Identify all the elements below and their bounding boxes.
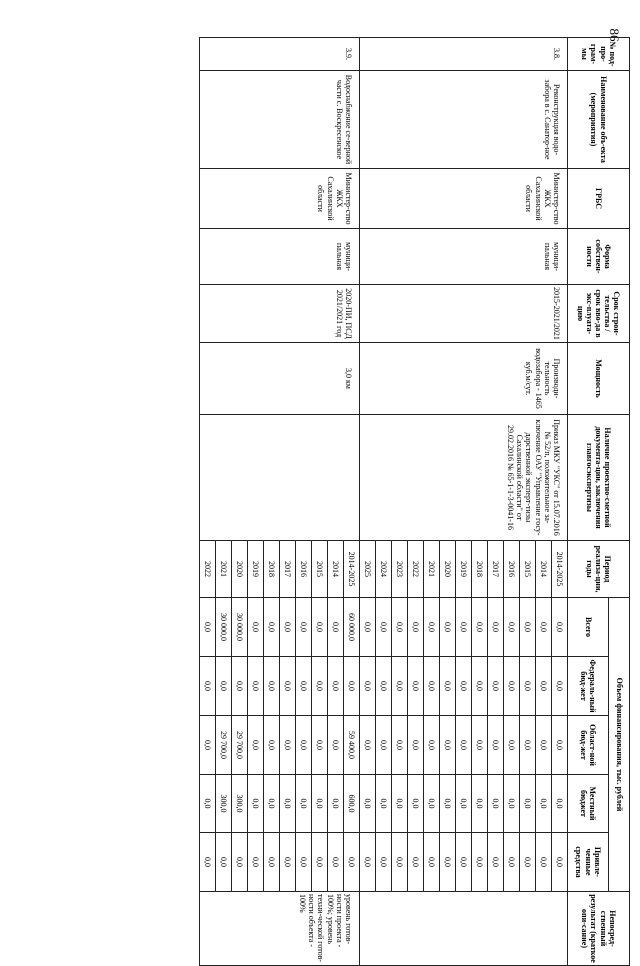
header-name: Наименование объ-екта (мероприятия)	[568, 71, 630, 169]
federal-cell: 0,0	[536, 657, 552, 716]
total-cell: 0,0	[408, 598, 424, 657]
regional-cell: 0,0	[408, 716, 424, 775]
header-ownership: Форма собствен-ности	[568, 229, 630, 285]
federal-cell: 0,0	[360, 657, 376, 716]
grbs-cell: Министер-ство ЖКХ Сахалинской области	[200, 169, 360, 229]
federal-cell: 0,0	[408, 657, 424, 716]
total-cell: 0,0	[440, 598, 456, 657]
table-row	[552, 38, 568, 966]
regional-cell: 0,0	[312, 716, 328, 775]
year-cell: 2021	[216, 541, 232, 598]
total-cell: 0,0	[504, 598, 520, 657]
page-number: 86	[607, 28, 622, 42]
total-cell: 0,0	[296, 598, 312, 657]
local-cell: 0,0	[472, 775, 488, 833]
regional-cell: 0,0	[536, 716, 552, 775]
local-cell: 0,0	[328, 775, 344, 833]
year-cell: 2020	[232, 541, 248, 598]
private-cell: 0,0	[552, 833, 568, 892]
year-cell: 2014	[536, 541, 552, 598]
year-cell: 2024	[376, 541, 392, 598]
local-cell: 0,0	[552, 775, 568, 833]
period-cell: 2015-2021/2021	[360, 285, 568, 343]
result-cell	[360, 892, 568, 966]
period-cell: 2020-ПИ, ПСД 2021/2021 год	[200, 285, 360, 343]
private-cell: 0,0	[440, 833, 456, 892]
federal-cell: 0,0	[376, 657, 392, 716]
local-cell: 600,0	[344, 775, 360, 833]
year-cell: 2025	[360, 541, 376, 598]
private-cell: 0,0	[392, 833, 408, 892]
private-cell: 0,0	[344, 833, 360, 892]
total-cell: 0,0	[456, 598, 472, 657]
documents-cell	[200, 415, 360, 541]
ownership-cell: муници-пальная	[200, 229, 360, 285]
federal-cell: 0,0	[248, 657, 264, 716]
capacity-cell: 3,0 км	[200, 343, 360, 415]
federal-cell: 0,0	[264, 657, 280, 716]
year-cell: 2014	[328, 541, 344, 598]
federal-cell: 0,0	[472, 657, 488, 716]
header-financing: Объем финансирования, тыс. рублей	[609, 598, 630, 892]
private-cell: 0,0	[520, 833, 536, 892]
private-cell: 0,0	[328, 833, 344, 892]
total-cell: 0,0	[360, 598, 376, 657]
regional-cell: 29 700,0	[232, 716, 248, 775]
regional-cell: 0,0	[424, 716, 440, 775]
federal-cell: 0,0	[488, 657, 504, 716]
header-capacity: Мощность	[568, 343, 630, 415]
year-cell: 2022	[408, 541, 424, 598]
private-cell: 0,0	[280, 833, 296, 892]
year-cell: 2017	[280, 541, 296, 598]
federal-cell: 0,0	[552, 657, 568, 716]
local-cell: 0,0	[536, 775, 552, 833]
year-cell: 2019	[456, 541, 472, 598]
federal-cell: 0,0	[392, 657, 408, 716]
federal-cell: 0,0	[424, 657, 440, 716]
private-cell: 0,0	[472, 833, 488, 892]
project-num-cell: 3.9.	[200, 38, 360, 71]
total-cell: 0,0	[472, 598, 488, 657]
year-cell: 2019	[248, 541, 264, 598]
local-cell: 0,0	[312, 775, 328, 833]
total-cell: 0,0	[312, 598, 328, 657]
header-private: Привле-ченные средства	[568, 833, 609, 892]
federal-cell: 0,0	[312, 657, 328, 716]
total-cell: 0,0	[488, 598, 504, 657]
federal-cell: 0,0	[280, 657, 296, 716]
private-cell: 0,0	[456, 833, 472, 892]
header-result: Непосред-ственный результат (краткое опи-сание)	[568, 892, 630, 966]
federal-cell: 0,0	[456, 657, 472, 716]
local-cell: 0,0	[488, 775, 504, 833]
regional-cell: 0,0	[456, 716, 472, 775]
private-cell: 0,0	[408, 833, 424, 892]
private-cell: 0,0	[360, 833, 376, 892]
total-cell: 0,0	[376, 598, 392, 657]
private-cell: 0,0	[312, 833, 328, 892]
local-cell: 0,0	[200, 775, 216, 833]
regional-cell: 0,0	[376, 716, 392, 775]
regional-cell: 0,0	[552, 716, 568, 775]
total-cell: 0,0	[520, 598, 536, 657]
federal-cell: 0,0	[216, 657, 232, 716]
documents-cell: Приказ МКУ "УКС" от 15.07.2016 № 52/п, положительное за-ключение ОАУ "Управление госу-дарственной эксперт-тизы Сахалинской области" от 29.02.2016 № 65-1-1-3-0041-16	[360, 415, 568, 541]
header-regional: Област-ной бюд-жет	[568, 716, 609, 775]
private-cell: 0,0	[200, 833, 216, 892]
regional-cell: 0,0	[328, 716, 344, 775]
total-cell: 0,0	[424, 598, 440, 657]
local-cell: 300,0	[232, 775, 248, 833]
regional-cell: 0,0	[440, 716, 456, 775]
private-cell: 0,0	[216, 833, 232, 892]
result-cell: уровень готов-ности проекта - 100%; уровень техни-ческой готов-ности объекта - 100%	[200, 892, 360, 966]
total-cell: 0,0	[392, 598, 408, 657]
federal-cell: 0,0	[296, 657, 312, 716]
table-body	[200, 38, 568, 966]
year-cell: 2023	[392, 541, 408, 598]
year-cell: 2021	[424, 541, 440, 598]
local-cell: 0,0	[408, 775, 424, 833]
header-period: Срок строи-тельства / срок вво-да в экс-плуата-цию	[568, 285, 630, 343]
regional-cell: 29 700,0	[216, 716, 232, 775]
federal-cell: 0,0	[200, 657, 216, 716]
private-cell: 0,0	[296, 833, 312, 892]
year-cell: 2016	[504, 541, 520, 598]
regional-cell: 0,0	[200, 716, 216, 775]
year-cell: 2018	[264, 541, 280, 598]
financing-table	[199, 37, 630, 966]
private-cell: 0,0	[488, 833, 504, 892]
local-cell: 0,0	[360, 775, 376, 833]
local-cell: 0,0	[440, 775, 456, 833]
regional-cell: 0,0	[472, 716, 488, 775]
year-cell: 2020	[440, 541, 456, 598]
total-cell: 0,0	[280, 598, 296, 657]
federal-cell: 0,0	[328, 657, 344, 716]
header-years: Период реализа-ции, годы	[568, 541, 630, 598]
total-cell: 0,0	[536, 598, 552, 657]
local-cell: 300,0	[216, 775, 232, 833]
regional-cell: 0,0	[520, 716, 536, 775]
total-cell: 0,0	[552, 598, 568, 657]
private-cell: 0,0	[536, 833, 552, 892]
regional-cell: 0,0	[360, 716, 376, 775]
local-cell: 0,0	[296, 775, 312, 833]
local-cell: 0,0	[504, 775, 520, 833]
local-cell: 0,0	[456, 775, 472, 833]
local-cell: 0,0	[280, 775, 296, 833]
total-cell: 0,0	[328, 598, 344, 657]
table-row	[344, 38, 360, 966]
private-cell: 0,0	[504, 833, 520, 892]
total-cell: 60 000,0	[344, 598, 360, 657]
federal-cell: 0,0	[232, 657, 248, 716]
private-cell: 0,0	[264, 833, 280, 892]
year-cell: 2014-2025	[344, 541, 360, 598]
year-cell: 2018	[472, 541, 488, 598]
federal-cell: 0,0	[520, 657, 536, 716]
total-cell: 0,0	[200, 598, 216, 657]
total-cell: 0,0	[264, 598, 280, 657]
private-cell: 0,0	[248, 833, 264, 892]
capacity-cell: Производи-тельность водозабора - 1465 куб.м/сут.	[360, 343, 568, 415]
year-cell: 2014-2025	[552, 541, 568, 598]
federal-cell: 0,0	[344, 657, 360, 716]
local-cell: 0,0	[424, 775, 440, 833]
year-cell: 2015	[312, 541, 328, 598]
year-cell: 2017	[488, 541, 504, 598]
regional-cell: 0,0	[504, 716, 520, 775]
regional-cell: 0,0	[488, 716, 504, 775]
year-cell: 2016	[296, 541, 312, 598]
federal-cell: 0,0	[504, 657, 520, 716]
header-grbs: ГРБС	[568, 169, 630, 229]
regional-cell: 0,0	[248, 716, 264, 775]
header-local: Местный бюджет	[568, 775, 609, 833]
regional-cell: 59 400,0	[344, 716, 360, 775]
project-name-cell: Реконструкция водо-забора в с. Санатор-ное	[360, 71, 568, 169]
local-cell: 0,0	[520, 775, 536, 833]
local-cell: 0,0	[376, 775, 392, 833]
total-cell: 30 000,0	[232, 598, 248, 657]
grbs-cell: Министер-ство ЖКХ Сахалинской области	[360, 169, 568, 229]
year-cell: 2022	[200, 541, 216, 598]
header-documents: Наличие проектно-сметной документа-ции, заключения главгосэкспертизы	[568, 415, 630, 541]
regional-cell: 0,0	[280, 716, 296, 775]
local-cell: 0,0	[264, 775, 280, 833]
regional-cell: 0,0	[296, 716, 312, 775]
project-name-cell: Водоснабжение се-верной части с. Воскресенское	[200, 71, 360, 169]
total-cell: 30 000,0	[216, 598, 232, 657]
total-cell: 0,0	[248, 598, 264, 657]
header-num: № под-про-грам-мы	[568, 38, 630, 71]
local-cell: 0,0	[392, 775, 408, 833]
federal-cell: 0,0	[440, 657, 456, 716]
project-num-cell: 3.8.	[360, 38, 568, 71]
private-cell: 0,0	[376, 833, 392, 892]
header-total: Всего	[568, 598, 609, 657]
ownership-cell: муници-пальная	[360, 229, 568, 285]
private-cell: 0,0	[424, 833, 440, 892]
regional-cell: 0,0	[264, 716, 280, 775]
year-cell: 2015	[520, 541, 536, 598]
private-cell: 0,0	[232, 833, 248, 892]
local-cell: 0,0	[248, 775, 264, 833]
regional-cell: 0,0	[392, 716, 408, 775]
header-federal: Федераль-ный бюд-жет	[568, 657, 609, 716]
